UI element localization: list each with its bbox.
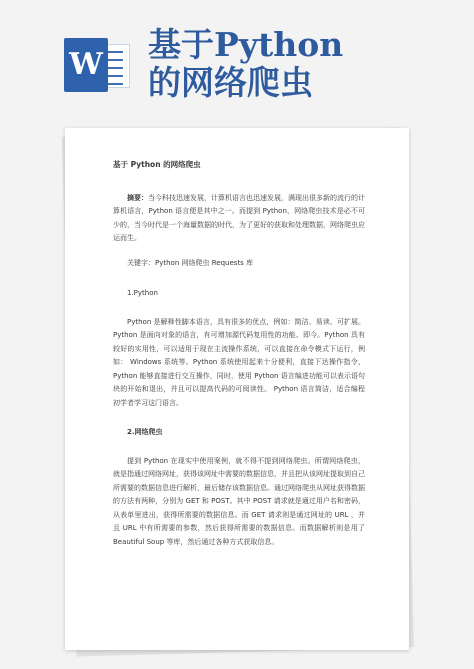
- abstract-paragraph: [113, 192, 365, 246]
- section1-heading: 1.Python: [127, 289, 158, 297]
- banner-title: [148, 26, 343, 102]
- banner-title-line2: 的网络爬虫: [148, 63, 313, 102]
- word-logo-letter: W: [69, 47, 103, 82]
- document-title: 基于 Python 的网络爬虫: [113, 160, 201, 169]
- section2-paragraph: 提到 Python 在现实中使用案例，就不得不提到网络爬虫。所谓网络爬虫，就是指通过网络网址，获得该网址中需要的数据信息，并且把从该网址提取到自己所需要的数据信息进行解析，最后储存该数据信息。通过网络爬虫从网址获得数据的方法有两种，分别为 GET 和 POST。其中 POST 请求就是通过用户名和密码，从表单里进出，获得所需要的数据信息。而 GET 请求则是通过网址的 URL ，并且 URL 中有所需要的参数，然后获得所需要的数据信息。而数据解析则是用了 Beautiful Soup 等库，然后通过各种方式获取信息。: [113, 456, 365, 546]
- section1-paragraph: Python 是解释性脚本语言，具有很多的优点，例如：简洁、易读、可扩展。 Python 是面向对象的语言，有可增加源代码复用性的功能、即今。Python 具有较好的实用性，可以适用于现在主流操作系统，可以直接在命令模式下运行，例如： Windows 系统等。Python 系统使用起来十分便利，直接下达操作指令， Python 能够直接进行交互操作，同时，使用 Python 语言编进功能可以表示语句块的开始和退出，并且可以提高代码的可阅读性。 Python 语言简洁，适合编程初学者学习这门语言。: [113, 317, 365, 407]
- document-content: [113, 158, 365, 549]
- document-page: [65, 128, 409, 650]
- abstract-text: 当今科技迅速发展，计算机语言也迅速发展，满现出很多新的流行的计算机语言，Python 语言便是其中之一。而提到 Python，网络爬虫技术是必不可少的，当今时代是一个海量数据的时代，为了更好的获取和处理数据，网络爬虫应运而生。: [113, 193, 365, 242]
- banner: [0, 0, 474, 118]
- section2-heading: 2.网络爬虫: [127, 428, 163, 436]
- keywords-label: 关键字：: [127, 258, 155, 267]
- banner-title-line1: 基于Python: [148, 25, 344, 64]
- abstract-label: 摘要：: [127, 193, 148, 202]
- keywords-text: Python 网络爬虫 Requests 库: [155, 258, 254, 267]
- keywords: [113, 257, 365, 271]
